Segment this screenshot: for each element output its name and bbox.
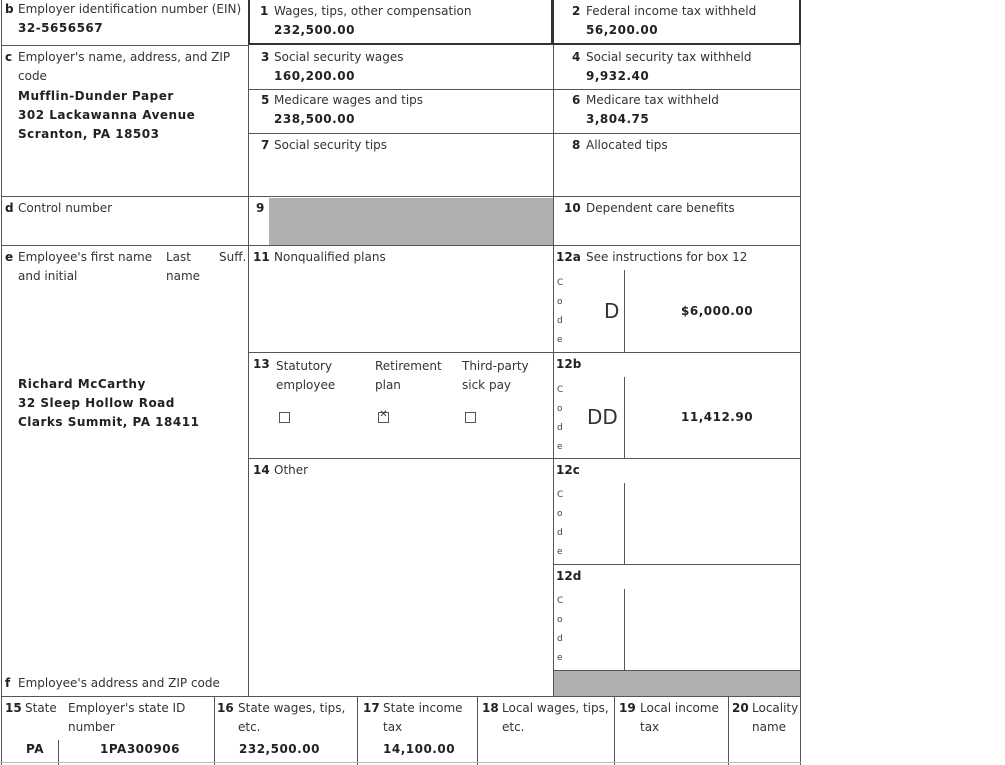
box-16-value[interactable]: 232,500.00 (239, 742, 320, 756)
box-12b (554, 353, 800, 458)
box-6-number: 6 (572, 93, 581, 107)
box-2-federal-tax (554, 0, 799, 43)
box-20-label-line2: name (752, 720, 787, 734)
code-letter: C (557, 278, 564, 288)
box-17-value[interactable]: 14,100.00 (383, 742, 456, 756)
box-12a-number: 12a (556, 250, 581, 264)
box-12b-code-label (557, 381, 563, 457)
box-13-thirdparty-label-line1: Third-party (462, 359, 529, 373)
box-e-employee-name[interactable]: Richard McCarthy (18, 377, 146, 391)
box-9-shaded-area (269, 198, 553, 245)
third-party-sick-pay-checkbox[interactable] (465, 412, 476, 423)
box-c-employer (2, 46, 248, 196)
box-19-local-tax (615, 697, 728, 765)
box-15-state-value[interactable]: PA (26, 742, 44, 756)
box-f-label: Employee's address and ZIP code (18, 676, 220, 690)
box-18-label-line2: etc. (502, 720, 525, 734)
box-e-suff-label: Suff. (219, 250, 247, 264)
box-8-label: Allocated tips (586, 138, 668, 152)
box-1-value[interactable]: 232,500.00 (274, 23, 355, 37)
code-letter: e (557, 653, 563, 663)
box-7-number: 7 (261, 138, 270, 152)
box-12d-number: 12d (556, 569, 582, 583)
box-e-last-label-line1: Last (166, 250, 191, 264)
box-e-first-label-line2: and initial (18, 269, 78, 283)
code-letter: e (557, 442, 563, 452)
box-12c-code-label (557, 486, 563, 562)
box-3-value[interactable]: 160,200.00 (274, 69, 355, 83)
code-letter: C (557, 385, 564, 395)
box-11-nonqualified (249, 246, 553, 352)
box-c-label-line2: code (18, 69, 47, 83)
box-9-number: 9 (256, 201, 265, 215)
box-16-label-line1: State wages, tips, (238, 701, 346, 715)
box-17-number: 17 (363, 701, 380, 715)
box-13-statutory-label-line2: employee (276, 378, 336, 392)
box-17-label-line2: tax (383, 720, 403, 734)
box-4-label: Social security tax withheld (586, 50, 752, 64)
box-15-state (2, 697, 214, 765)
box-13-thirdparty-label-line2: sick pay (462, 378, 512, 392)
box-5-number: 5 (261, 93, 270, 107)
box-19-number: 19 (619, 701, 636, 715)
box-12a-code[interactable]: D (604, 299, 620, 323)
box-b-ein (2, 0, 248, 45)
box-6-value[interactable]: 3,804.75 (586, 112, 650, 126)
box-19-label-line2: tax (640, 720, 660, 734)
code-letter: e (557, 547, 563, 557)
box-14-label: Other (274, 463, 309, 477)
code-letter: e (557, 335, 563, 345)
code-letter: o (557, 297, 563, 307)
box-1-label: Wages, tips, other compensation (274, 4, 472, 18)
box-17-state-tax (358, 697, 477, 765)
checkbox-check-mark: ✕ (379, 409, 388, 420)
box-12b-code[interactable]: DD (587, 405, 618, 429)
box-3-label: Social security wages (274, 50, 404, 64)
box-12a-label: See instructions for box 12 (586, 250, 748, 264)
box-12c-number: 12c (556, 463, 580, 477)
box-9 (249, 197, 269, 245)
box-d-label: Control number (18, 201, 113, 215)
statutory-employee-checkbox[interactable] (279, 412, 290, 423)
box-10-label: Dependent care benefits (586, 201, 735, 215)
box-e-letter: e (5, 250, 14, 264)
box-1-wages (250, 0, 551, 43)
box-e-first-label-line1: Employee's first name (18, 250, 153, 264)
box-5-medicare-wages (249, 90, 553, 133)
box-14-number: 14 (253, 463, 270, 477)
box-20-locality (729, 697, 800, 765)
box-c-label-line1: Employer's name, address, and ZIP (18, 50, 231, 64)
box-13-retirement-label-line1: Retirement (375, 359, 442, 373)
code-letter: o (557, 404, 563, 414)
box-15-id-label-line2: number (68, 720, 115, 734)
box-e-employee-city[interactable]: Clarks Summit, PA 18411 (18, 415, 200, 429)
box-b-letter: b (5, 2, 14, 16)
box-4-number: 4 (572, 50, 581, 64)
box-5-value[interactable]: 238,500.00 (274, 112, 355, 126)
box-1-number: 1 (260, 4, 269, 18)
box-11-number: 11 (253, 250, 270, 264)
box-8-number: 8 (572, 138, 581, 152)
box-12d (554, 565, 800, 670)
box-6-label: Medicare tax withheld (586, 93, 719, 107)
box-c-employer-name[interactable]: Mufflin-Dunder Paper (18, 89, 174, 103)
code-letter: d (557, 316, 563, 326)
box-18-local-wages (478, 697, 614, 765)
box-12a-amount[interactable]: $6,000.00 (681, 304, 754, 318)
box-13-number: 13 (253, 357, 270, 371)
box-7-label: Social security tips (274, 138, 388, 152)
box-3-ss-wages (249, 46, 553, 89)
box-f-letter: f (5, 676, 11, 690)
box-5-label: Medicare wages and tips (274, 93, 424, 107)
box-c-letter: c (5, 50, 13, 64)
box-12c (554, 459, 800, 564)
box-12b-number: 12b (556, 357, 582, 371)
box-15-number: 15 (5, 701, 22, 715)
box-20-label-line1: Locality (752, 701, 799, 715)
box-6-medicare-tax (554, 90, 800, 133)
box-7-ss-tips (249, 134, 553, 196)
box-12b-amount[interactable]: 11,412.90 (681, 410, 754, 424)
code-letter: o (557, 509, 563, 519)
box-2-label: Federal income tax withheld (586, 4, 757, 18)
box-4-value[interactable]: 9,932.40 (586, 69, 650, 83)
box-c-employer-street[interactable]: 302 Lackawanna Avenue (18, 108, 196, 122)
box-15-state-id-value[interactable]: 1PA300906 (100, 742, 180, 756)
code-letter: C (557, 490, 564, 500)
box-11-label: Nonqualified plans (274, 250, 386, 264)
box-12a (554, 246, 800, 352)
box-19-label-line1: Local income (640, 701, 719, 715)
box-b-value[interactable]: 32-5656567 (18, 21, 104, 35)
box-16-label-line2: etc. (238, 720, 261, 734)
box-20-number: 20 (732, 701, 749, 715)
retirement-plan-checkbox[interactable] (378, 409, 389, 423)
box-e-employee (2, 246, 248, 696)
box-c-employer-city[interactable]: Scranton, PA 18503 (18, 127, 160, 141)
box-13-statutory-label-line1: Statutory (276, 359, 333, 373)
box-4-ss-tax (554, 46, 800, 89)
box-12a-code-label (557, 274, 563, 350)
box-d-control-number (2, 197, 248, 245)
box-3-number: 3 (261, 50, 270, 64)
code-letter: d (557, 634, 563, 644)
code-letter: d (557, 528, 563, 538)
box-2-value[interactable]: 56,200.00 (586, 23, 659, 37)
box-8-allocated-tips (554, 134, 800, 196)
box-15-id-label-line1: Employer's state ID (68, 701, 186, 715)
box-10-dependent-care (554, 197, 800, 245)
box-d-letter: d (5, 201, 14, 215)
box-2-number: 2 (572, 4, 581, 18)
code-letter: d (557, 423, 563, 433)
box-16-number: 16 (217, 701, 234, 715)
box-17-label-line1: State income (383, 701, 463, 715)
box-18-label-line1: Local wages, tips, (502, 701, 609, 715)
box-13-checkboxes (249, 353, 553, 458)
box-15-label: State (25, 701, 57, 715)
box-13-retirement-label-line2: plan (375, 378, 401, 392)
box-b-label: Employer identification number (EIN) (18, 2, 242, 16)
box-16-state-wages (215, 697, 357, 765)
box-e-last-label-line2: name (166, 269, 201, 283)
code-letter: C (557, 596, 564, 606)
box-e-employee-street[interactable]: 32 Sleep Hollow Road (18, 396, 175, 410)
code-letter: o (557, 615, 563, 625)
box-12d-shaded-footer (554, 671, 801, 697)
box-12d-code-label (557, 592, 563, 668)
box-18-number: 18 (482, 701, 499, 715)
box-14-other (249, 459, 553, 696)
box-10-number: 10 (564, 201, 581, 215)
